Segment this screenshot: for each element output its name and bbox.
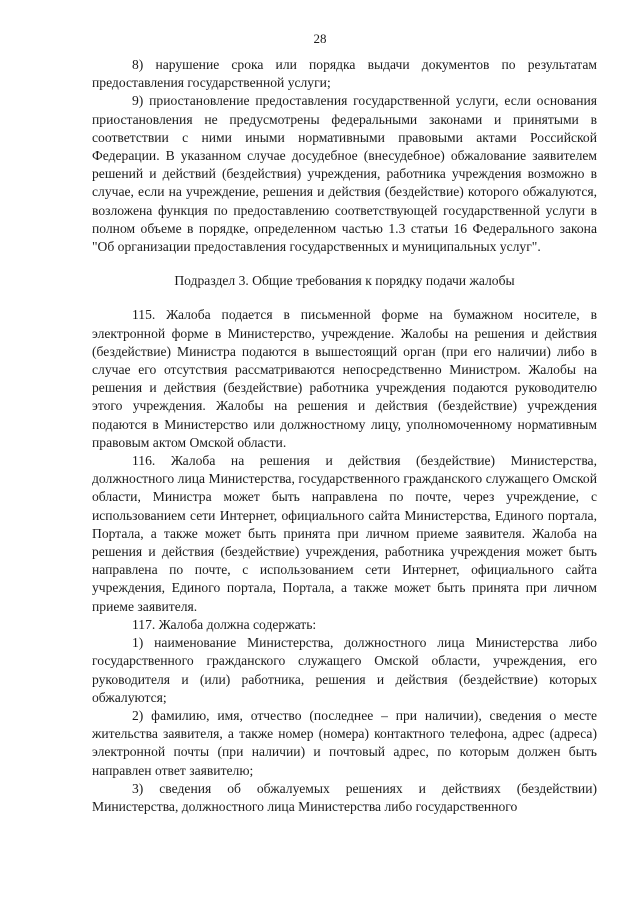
paragraph-117-item-3: 3) сведения об обжалуемых решениях и действиях (бездействии) Министерства, должностного лица Министерства либо государственного	[92, 780, 597, 814]
subsection-title: Подраздел 3. Общие требования к порядку подачи жалобы	[174, 273, 515, 289]
paragraph-117: 117. Жалоба должна содержать:	[132, 616, 317, 632]
page-number: 28	[313, 31, 327, 46]
paragraph-117-item-2: 2) фамилию, имя, отчество (последнее – при наличии), сведения о месте жительства заявителя, а также номер (номера) контактного телефона, адрес (адреса) электронной почты (при наличии) и почтовый адрес, по которым должен быть направлен ответ заявителю;	[92, 707, 597, 778]
paragraph-115: 115. Жалоба подается в письменной форме на бумажном носителе, в электронной форме в Министерство, учреждение. Жалобы на решения и действия (бездействие) Министра подаются в вышестоящий орган (при его наличии) либо в случае его отсутствия рассматриваются непосредственно Министром. Жалобы на решения и действия (бездействие) работника учреждения подаются руководителю этого учреждения. Жалобы на решения и действия (бездействие) учреждения подаются в Министерство или должностному лицу, уполномоченному нормативным правовым актом Омской области.	[92, 307, 597, 450]
paragraph-116: 116. Жалоба на решения и действия (бездействие) Министерства, должностного лица Министерства, государственного гражданского служащего Омской области, Министра может быть направлена по почте, через учреждение, с использованием сети Интернет, официального сайта Министерства, Единого портала, Портала, а также может быть принята при личном приеме заявителя. Жалоба на решения и действия (бездействие) учреждения, работника учреждения может быть направлена по почте, с использованием сети Интернет, официального сайта учреждения, Единого портала, Портала, а также может быть принята при личном приеме заявителя.	[92, 453, 597, 614]
document-body	[92, 56, 597, 816]
paragraph-item-9: 9) приостановление предоставления государственной услуги, если основания приостановления не предусмотрены федеральными законами и принятыми в соответствии с ними иными нормативными правовыми актами Российской Федерации. В указанном случае досудебное (внесудебное) обжалование заявителем решений и действий (бездействия) учреждения, работника учреждения возможно в случае, если на учреждение, решения и действия (бездействие) которого обжалуются, возложена функция по предоставлению соответствующей государственной услуги в полном объеме в порядке, определенном частью 1.3 статьи 16 Федерального закона "Об организации предоставления государственных и муниципальных услуг".	[92, 93, 597, 255]
paragraph-item-8: 8) нарушение срока или порядка выдачи документов по результатам предоставления государственной услуги;	[92, 57, 597, 91]
paragraph-117-item-1: 1) наименование Министерства, должностного лица Министерства либо государственного гражданского служащего Омской области, учреждения, его руководителя и (или) работника, решения и действия (бездействие) которых обжалуются;	[92, 635, 597, 705]
